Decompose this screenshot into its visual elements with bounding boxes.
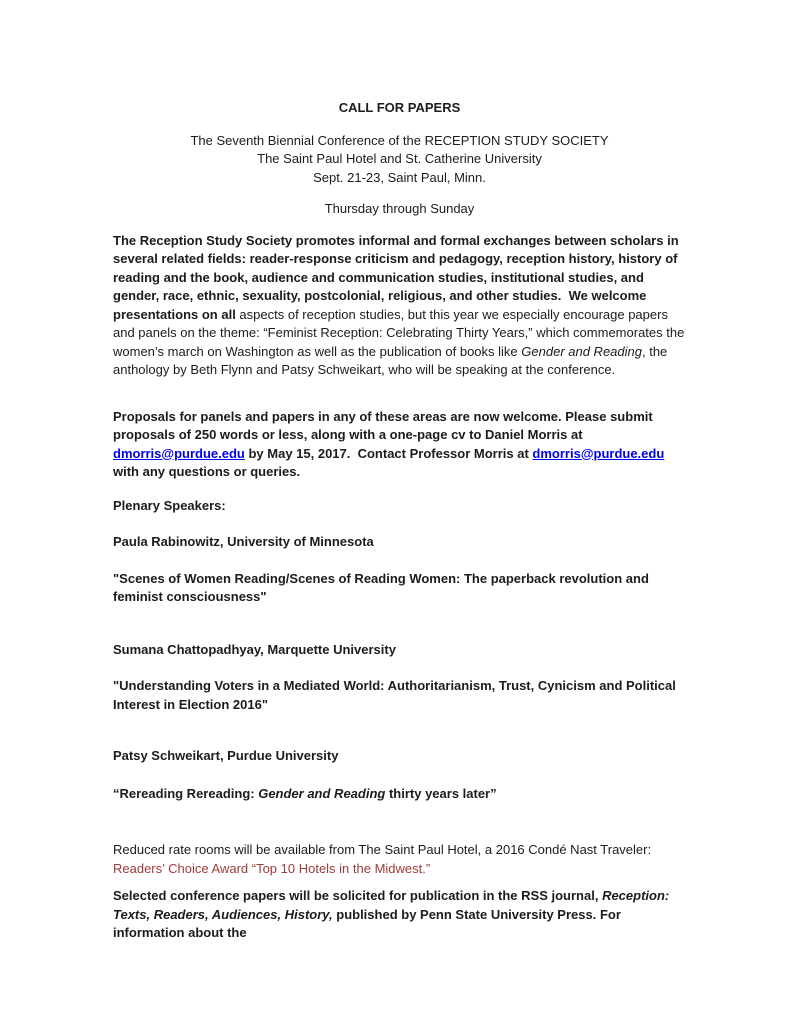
- speaker-talk-chattopadhyay: "Understanding Voters in a Mediated World: Authoritarianism, Trust, Cynicism and Political Interest in Election 2016": [113, 678, 680, 712]
- journal-text-1: Selected conference papers will be solicited for publication in the RSS journal,: [113, 888, 603, 903]
- journal-text-2: published by Penn State University Press. For information about the: [113, 906, 625, 940]
- journal-title: Reception: Texts, Readers, Audiences, History,: [113, 888, 673, 922]
- speaker-name-schweikart: Patsy Schweikart, Purdue University: [113, 748, 339, 763]
- speaker-talk-schweikart: [113, 785, 686, 804]
- intro-paragraph: [113, 232, 686, 380]
- award-text: Readers’ Choice Award “Top 10 Hotels in the Midwest.”: [113, 860, 431, 876]
- date-line: Sept. 21-23, Saint Paul, Minn.: [313, 169, 486, 185]
- talk-prefix-text: “Rereading Rereading:: [113, 785, 259, 801]
- talk-suffix-text: thirty years later”: [385, 785, 497, 801]
- proposals-paragraph: [113, 408, 686, 482]
- conference-title-line: The Seventh Biennial Conference of the RECEPTION STUDY SOCIETY: [190, 132, 609, 148]
- hotel-info-text: Reduced rate rooms will be available from The Saint Paul Hotel, a 2016 Condé Nast Traveler:: [113, 842, 655, 857]
- speaker-name-chattopadhyay: Sumana Chattopadhyay, Marquette University: [113, 641, 396, 657]
- email-link-1[interactable]: dmorris@purdue.edu: [113, 445, 245, 461]
- book-title-gender-and-reading: Gender and Reading: [521, 343, 642, 359]
- speaker-talk-rabinowitz: "Scenes of Women Reading/Scenes of Reading Women: The paperback revolution and feminist consciousness": [113, 570, 653, 604]
- intro-regular-text-2: , the anthology by Beth Flynn and Patsy Schweikart, who will be speaking at the conference.: [113, 343, 671, 377]
- email-link-2[interactable]: dmorris@purdue.edu: [532, 445, 665, 461]
- plenary-speakers-heading: Plenary Speakers:: [113, 497, 226, 513]
- intro-bold-text: The Reception Study Society promotes informal and formal exchanges between scholars in several related fields: reader-response criticism and pedagogy, reception history, history of reading and the book, audience and communication studies, institutional studies, and gender, race, ethnic, sexuality, postcolonial, religious, and other studies. We welcome presentations on all: [113, 232, 683, 322]
- intro-regular-text: aspects of reception studies, but this year we especially encourage papers and panels on the theme: “Feminist Reception: Celebrating Thirty Years,” which commemorates the women’s march on Washington as well as the publication of books like: [113, 306, 688, 359]
- book-title-gender-and-reading-2: Gender and Reading: [258, 785, 386, 801]
- venue-line: The Saint Paul Hotel and St. Catherine University: [257, 151, 542, 166]
- document-title: CALL FOR PAPERS: [338, 100, 461, 115]
- proposals-text-3: with any questions or queries.: [113, 445, 668, 479]
- proposals-text-2: by May 15, 2017. Contact Professor Morris at: [244, 445, 533, 461]
- conference-header-block: [113, 132, 686, 188]
- hotel-info-paragraph: [113, 841, 686, 878]
- journal-paragraph: [113, 887, 686, 943]
- days-line: Thursday through Sunday: [324, 201, 475, 216]
- proposals-text-1: Proposals for panels and papers in any of these areas are now welcome. Please submit proposals of 250 words or less, along with a one-page cv to Daniel Morris at: [113, 408, 657, 442]
- speaker-name-rabinowitz: Paula Rabinowitz, University of Minnesota: [113, 534, 374, 549]
